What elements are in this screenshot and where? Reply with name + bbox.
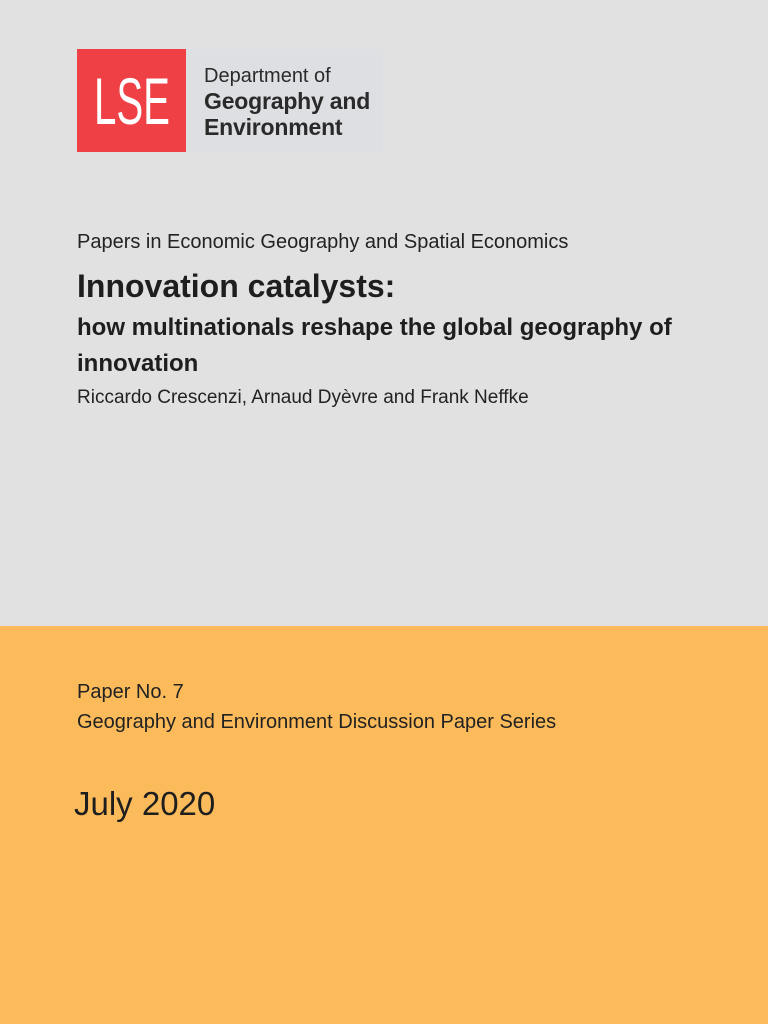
paper-authors: Riccardo Crescenzi, Arnaud Dyèvre and Frank Neffke xyxy=(77,387,529,408)
paper-number: Paper No. 7 xyxy=(77,681,184,703)
lse-department-logo xyxy=(77,49,383,152)
lse-logo-mark xyxy=(77,49,186,152)
logo-dept-line3: Environment xyxy=(204,114,343,140)
publication-date: July 2020 xyxy=(74,785,216,822)
lse-wordmark xyxy=(92,63,172,138)
paper-series-title: Geography and Environment Discussion Paper Series xyxy=(77,711,557,733)
logo-department-text xyxy=(186,49,383,152)
logo-dept-line1: Department of xyxy=(204,65,331,87)
logo-dept-line2: Geography and xyxy=(204,88,371,114)
paper-subtitle: how multinationals reshape the global geography of innovation xyxy=(77,314,672,377)
svg-text:LSE: LSE xyxy=(93,63,170,138)
series-name: Papers in Economic Geography and Spatial Economics xyxy=(77,231,569,253)
paper-title: Innovation catalysts: xyxy=(77,268,396,304)
